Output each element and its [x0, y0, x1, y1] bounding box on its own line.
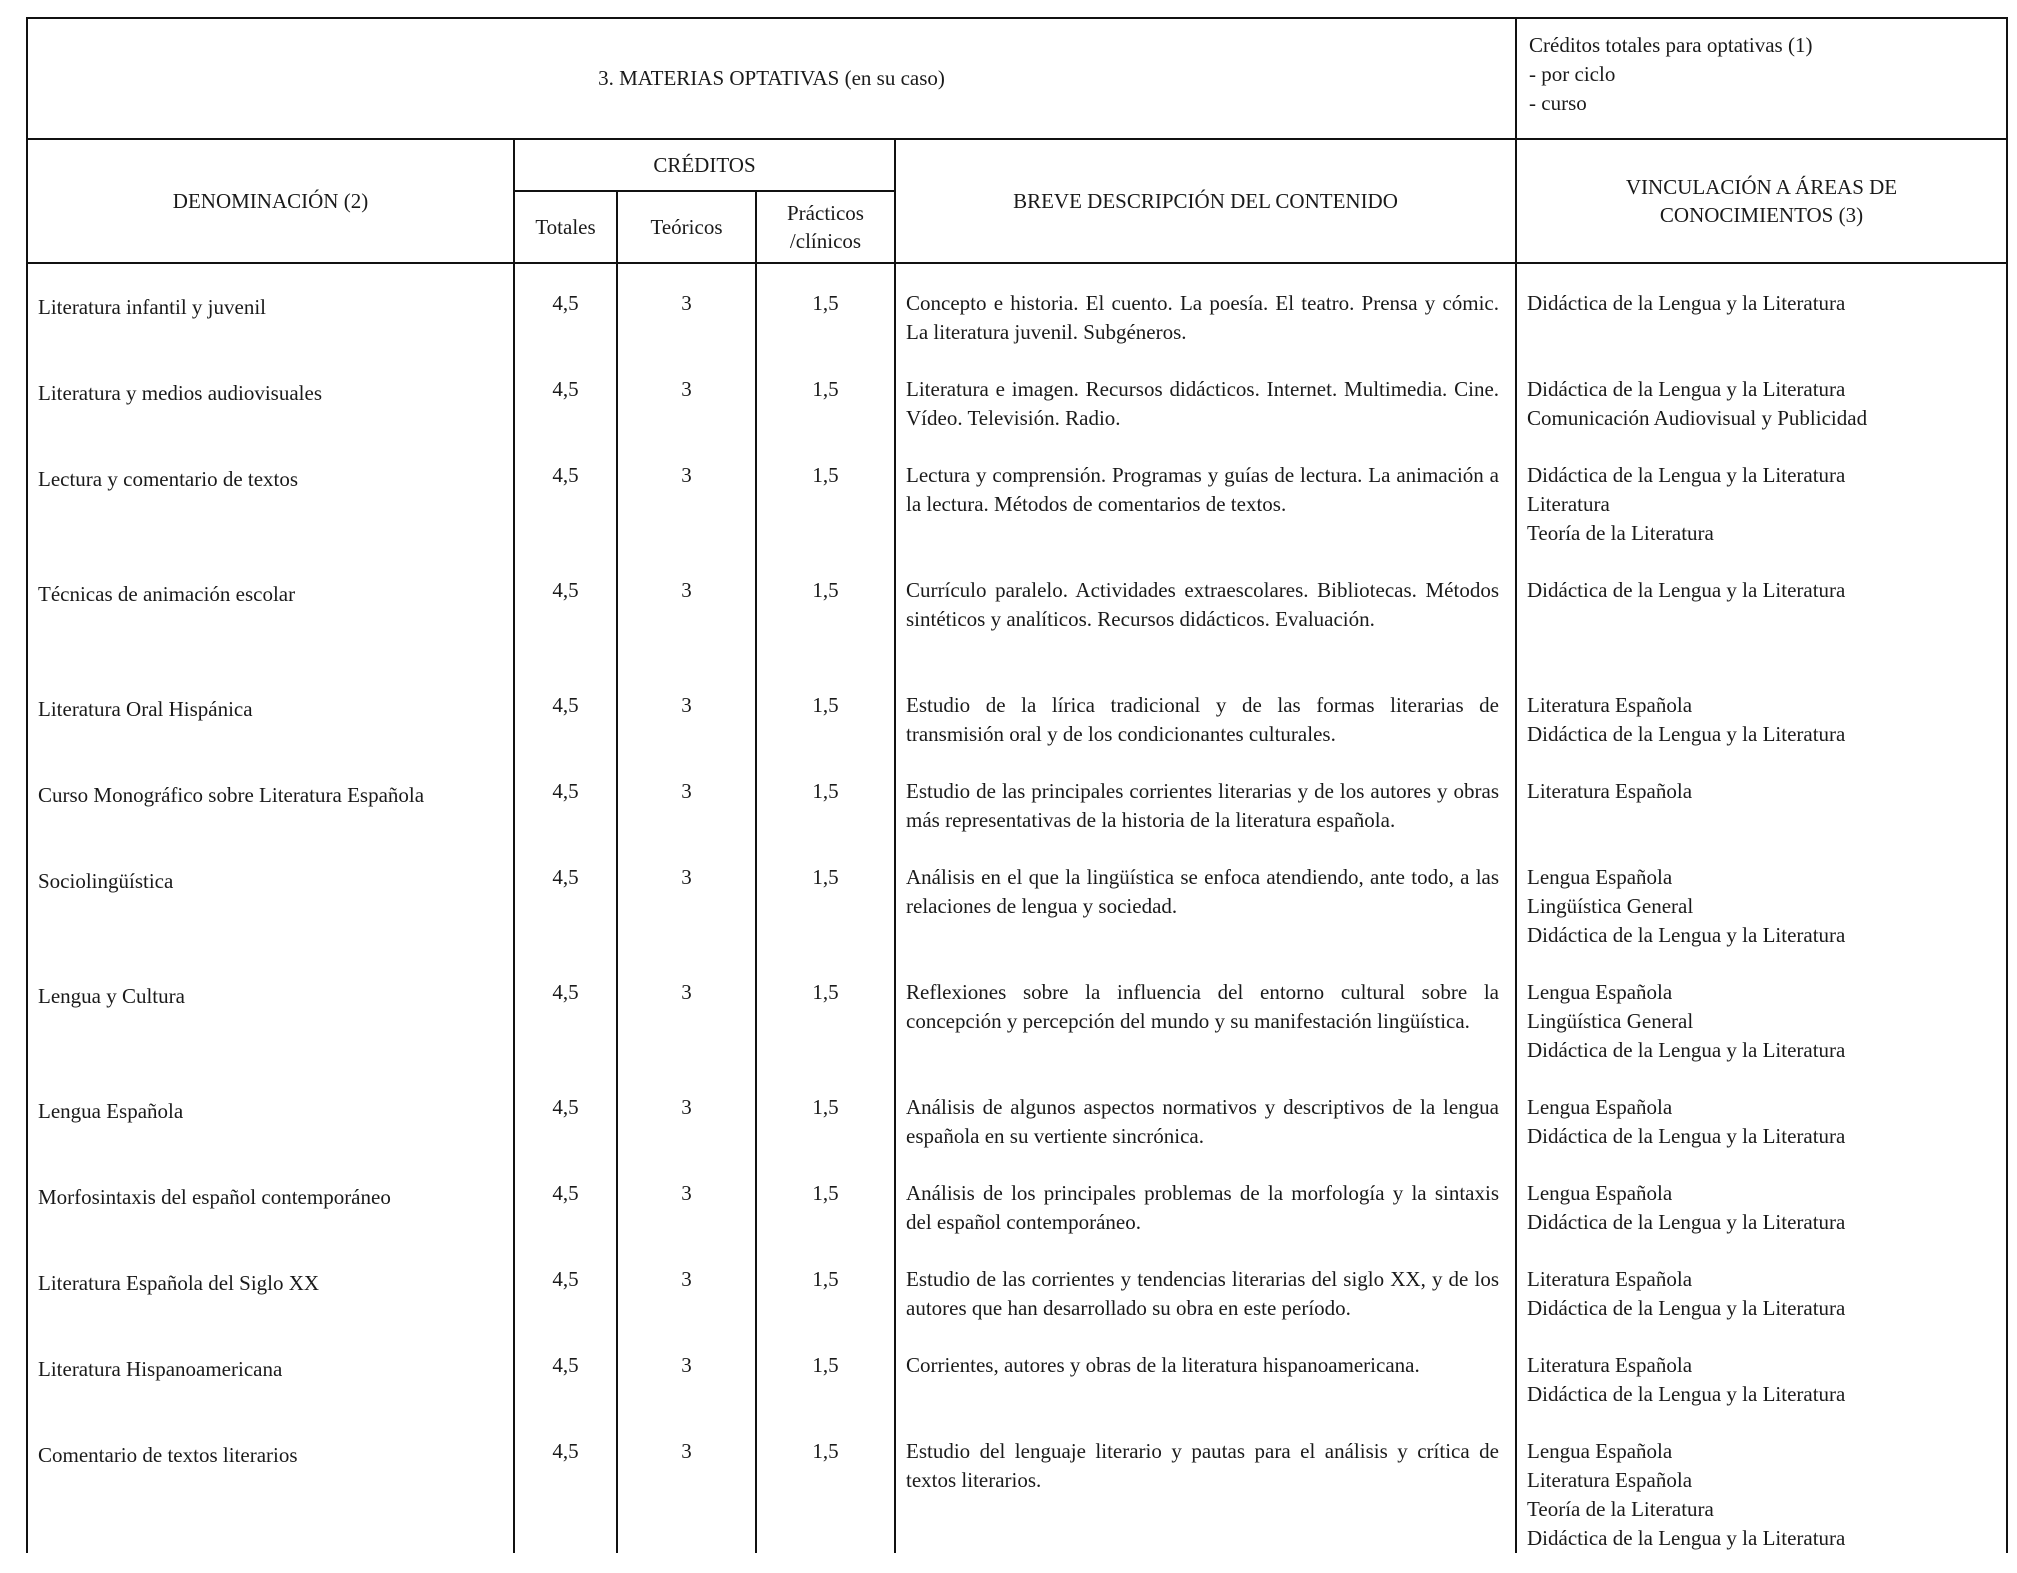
knowledge-area: Lengua Española — [1527, 1095, 1673, 1119]
credits-practice: 1,5 — [756, 357, 895, 443]
knowledge-areas — [1516, 1161, 2007, 1247]
credits-theory: 3 — [617, 443, 756, 558]
credits-total: 4,5 — [514, 1333, 617, 1419]
knowledge-area: Didáctica de la Lengua y la Literatura — [1527, 1526, 1846, 1550]
credits-total: 4,5 — [514, 1247, 617, 1333]
subject-description: Estudio de las principales corrientes literarias y de los autores y obras más representativas de la historia de la literatura española. — [895, 759, 1516, 845]
subject-row — [27, 1333, 2007, 1419]
optional-subjects-document — [26, 17, 2006, 1553]
subject-row — [27, 759, 2007, 845]
subject-name: Literatura Hispanoamericana — [27, 1333, 514, 1419]
knowledge-areas — [1516, 845, 2007, 960]
practicos-header-line-1: Prácticos — [787, 201, 864, 225]
credits-total: 4,5 — [514, 271, 617, 357]
knowledge-area: Didáctica de la Lengua y la Literatura — [1527, 578, 1846, 602]
subject-name: Técnicas de animación escolar — [27, 558, 514, 673]
knowledge-area: Didáctica de la Lengua y la Literatura — [1527, 722, 1846, 746]
credits-practice: 1,5 — [756, 443, 895, 558]
subject-row — [27, 1419, 2007, 1553]
gap-cell — [895, 263, 1516, 271]
knowledge-area: Lingüística General — [1527, 1009, 1694, 1033]
credits-theory: 3 — [617, 1419, 756, 1553]
subject-row — [27, 960, 2007, 1075]
knowledge-area: Lengua Española — [1527, 865, 1673, 889]
knowledge-area: Lengua Española — [1527, 1181, 1673, 1205]
subject-description: Reflexiones sobre la influencia del entorno cultural sobre la concepción y percepción del mundo y su manifestación lingüística. — [895, 960, 1516, 1075]
total-credits-note — [1516, 18, 2007, 139]
credits-theory: 3 — [617, 759, 756, 845]
knowledge-area: Teoría de la Literatura — [1527, 1497, 1714, 1521]
knowledge-area: Didáctica de la Lengua y la Literatura — [1527, 923, 1846, 947]
subject-row — [27, 443, 2007, 558]
credits-practice: 1,5 — [756, 845, 895, 960]
subject-description: Estudio de las corrientes y tendencias literarias del siglo XX, y de los autores que han desarrollado su obra en este período. — [895, 1247, 1516, 1333]
gap-cell — [756, 263, 895, 271]
subject-row — [27, 673, 2007, 759]
knowledge-area: Literatura Española — [1527, 693, 1693, 717]
knowledge-area: Didáctica de la Lengua y la Literatura — [1527, 1296, 1846, 1320]
credits-total: 4,5 — [514, 558, 617, 673]
creditos-header: CRÉDITOS — [514, 139, 895, 191]
knowledge-areas — [1516, 1333, 2007, 1419]
section-title: 3. MATERIAS OPTATIVAS (en su caso) — [27, 18, 1516, 139]
subject-name: Morfosintaxis del español contemporáneo — [27, 1161, 514, 1247]
vinculacion-header-line-1: VINCULACIÓN A ÁREAS DE — [1625, 175, 1898, 199]
credits-theory: 3 — [617, 1247, 756, 1333]
knowledge-areas — [1516, 271, 2007, 357]
credits-practice: 1,5 — [756, 673, 895, 759]
subject-name: Lengua Española — [27, 1075, 514, 1161]
knowledge-area: Literatura Española — [1527, 1468, 1693, 1492]
subject-name: Lectura y comentario de textos — [27, 443, 514, 558]
knowledge-areas — [1516, 673, 2007, 759]
credits-practice: 1,5 — [756, 1161, 895, 1247]
credits-total: 4,5 — [514, 1419, 617, 1553]
credits-total: 4,5 — [514, 673, 617, 759]
knowledge-area: Literatura Española — [1527, 1353, 1693, 1377]
subject-description: Estudio del lenguaje literario y pautas para el análisis y crítica de textos literarios. — [895, 1419, 1516, 1553]
knowledge-area: Didáctica de la Lengua y la Literatura — [1527, 291, 1846, 315]
gap-cell — [1516, 263, 2007, 271]
header-gap-row — [27, 263, 2007, 271]
subject-description: Literatura e imagen. Recursos didácticos. Internet. Multimedia. Cine. Vídeo. Televisión. Radio. — [895, 357, 1516, 443]
subject-description: Lectura y comprensión. Programas y guías de lectura. La animación a la lectura. Métodos de comentarios de textos. — [895, 443, 1516, 558]
credits-practice: 1,5 — [756, 1333, 895, 1419]
knowledge-area: Lengua Española — [1527, 980, 1673, 1004]
subject-name: Literatura Oral Hispánica — [27, 673, 514, 759]
knowledge-areas — [1516, 443, 2007, 558]
credits-practice: 1,5 — [756, 1419, 895, 1553]
knowledge-areas — [1516, 1247, 2007, 1333]
credits-practice: 1,5 — [756, 1247, 895, 1333]
subject-name: Comentario de textos literarios — [27, 1419, 514, 1553]
knowledge-area: Lengua Española — [1527, 1439, 1673, 1463]
subject-name: Curso Monográfico sobre Literatura Española — [27, 759, 514, 845]
credits-total: 4,5 — [514, 357, 617, 443]
gap-cell — [27, 263, 514, 271]
knowledge-areas — [1516, 759, 2007, 845]
knowledge-area: Didáctica de la Lengua y la Literatura — [1527, 463, 1846, 487]
knowledge-area: Didáctica de la Lengua y la Literatura — [1527, 1210, 1846, 1234]
knowledge-area: Lingüística General — [1527, 894, 1694, 918]
subject-description: Análisis en el que la lingüística se enfoca atendiendo, ante todo, a las relaciones de lengua y sociedad. — [895, 845, 1516, 960]
credits-practice: 1,5 — [756, 960, 895, 1075]
subjects-body — [27, 263, 2007, 1553]
credits-note-line-3: - curso — [1529, 91, 1587, 115]
knowledge-area: Comunicación Audiovisual y Publicidad — [1527, 406, 1868, 430]
subject-description: Análisis de algunos aspectos normativos y descriptivos de la lengua española en su vertiente sincrónica. — [895, 1075, 1516, 1161]
knowledge-areas — [1516, 1075, 2007, 1161]
knowledge-areas — [1516, 960, 2007, 1075]
credits-practice: 1,5 — [756, 271, 895, 357]
gap-cell — [514, 263, 617, 271]
subject-description: Análisis de los principales problemas de la morfología y la sintaxis del español contemporáneo. — [895, 1161, 1516, 1247]
subject-name: Literatura Española del Siglo XX — [27, 1247, 514, 1333]
credits-practice: 1,5 — [756, 558, 895, 673]
credits-total: 4,5 — [514, 759, 617, 845]
column-header-row — [27, 139, 2007, 191]
practicos-header-line-2: /clínicos — [789, 229, 862, 253]
totales-header: Totales — [514, 191, 617, 263]
knowledge-areas — [1516, 357, 2007, 443]
credits-theory: 3 — [617, 357, 756, 443]
credits-total: 4,5 — [514, 443, 617, 558]
credits-total: 4,5 — [514, 1161, 617, 1247]
subject-row — [27, 271, 2007, 357]
subject-row — [27, 1247, 2007, 1333]
subject-description: Estudio de la lírica tradicional y de las formas literarias de transmisión oral y de los condicionantes culturales. — [895, 673, 1516, 759]
credits-theory: 3 — [617, 673, 756, 759]
subject-row — [27, 1075, 2007, 1161]
credits-theory: 3 — [617, 558, 756, 673]
subject-description: Currículo paralelo. Actividades extraescolares. Bibliotecas. Métodos sintéticos y analíticos. Recursos didácticos. Evaluación. — [895, 558, 1516, 673]
subject-row — [27, 558, 2007, 673]
practicos-header — [756, 191, 895, 263]
knowledge-area: Literatura Española — [1527, 779, 1693, 803]
subject-row — [27, 357, 2007, 443]
teoricos-header: Teóricos — [617, 191, 756, 263]
knowledge-areas — [1516, 558, 2007, 673]
knowledge-area: Didáctica de la Lengua y la Literatura — [1527, 377, 1846, 401]
knowledge-areas — [1516, 1419, 2007, 1553]
credits-theory: 3 — [617, 271, 756, 357]
denominacion-header: DENOMINACIÓN (2) — [27, 139, 514, 263]
descripcion-header: BREVE DESCRIPCIÓN DEL CONTENIDO — [895, 139, 1516, 263]
subject-name: Literatura y medios audiovisuales — [27, 357, 514, 443]
credits-note-line-2: - por ciclo — [1529, 62, 1616, 86]
knowledge-area: Literatura Española — [1527, 1267, 1693, 1291]
subject-name: Lengua y Cultura — [27, 960, 514, 1075]
credits-practice: 1,5 — [756, 759, 895, 845]
subject-row — [27, 845, 2007, 960]
title-row — [27, 18, 2007, 139]
subject-description: Corrientes, autores y obras de la literatura hispanoamericana. — [895, 1333, 1516, 1419]
gap-cell — [617, 263, 756, 271]
knowledge-area: Didáctica de la Lengua y la Literatura — [1527, 1382, 1846, 1406]
subject-name: Literatura infantil y juvenil — [27, 271, 514, 357]
credits-theory: 3 — [617, 960, 756, 1075]
credits-theory: 3 — [617, 1161, 756, 1247]
credits-total: 4,5 — [514, 960, 617, 1075]
credits-theory: 3 — [617, 1075, 756, 1161]
subject-name: Sociolingüística — [27, 845, 514, 960]
subject-description: Concepto e historia. El cuento. La poesía. El teatro. Prensa y cómic. La literatura juvenil. Subgéneros. — [895, 271, 1516, 357]
credits-total: 4,5 — [514, 845, 617, 960]
vinculacion-header-line-2: CONOCIMIENTOS (3) — [1659, 203, 1864, 227]
knowledge-area: Teoría de la Literatura — [1527, 521, 1714, 545]
credits-practice: 1,5 — [756, 1075, 895, 1161]
knowledge-area: Literatura — [1527, 492, 1610, 516]
credits-note-line-1: Créditos totales para optativas (1) — [1529, 33, 1813, 57]
optional-subjects-table — [26, 17, 2008, 1553]
vinculacion-header — [1516, 139, 2007, 263]
credits-theory: 3 — [617, 1333, 756, 1419]
credits-theory: 3 — [617, 845, 756, 960]
credits-total: 4,5 — [514, 1075, 617, 1161]
knowledge-area: Didáctica de la Lengua y la Literatura — [1527, 1038, 1846, 1062]
subject-row — [27, 1161, 2007, 1247]
knowledge-area: Didáctica de la Lengua y la Literatura — [1527, 1124, 1846, 1148]
